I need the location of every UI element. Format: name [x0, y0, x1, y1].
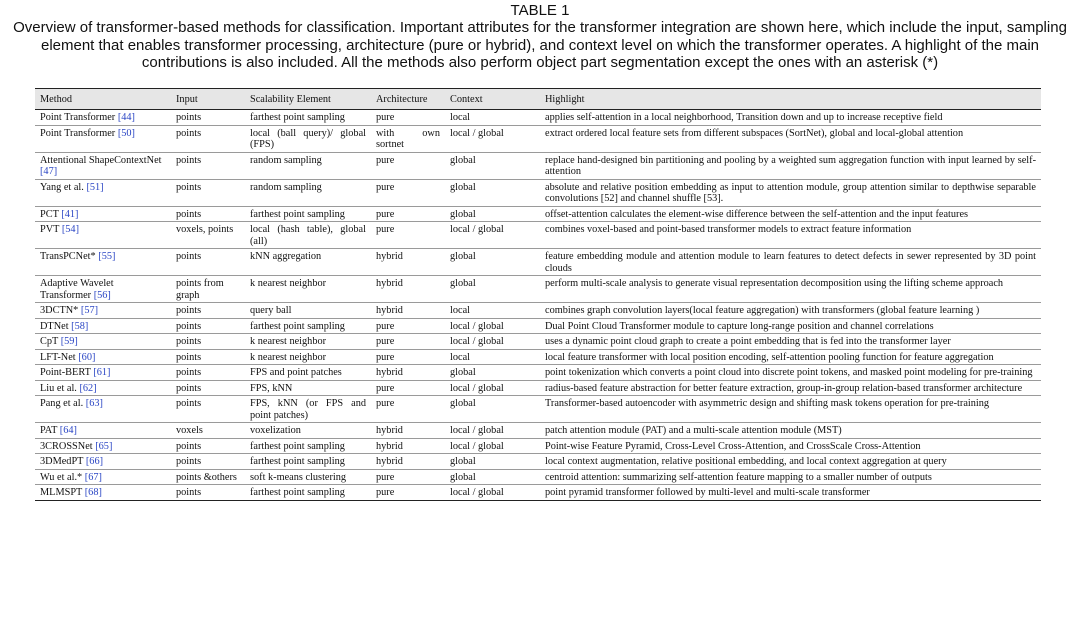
method-name: Liu et al.: [40, 382, 77, 394]
cell-method: [35, 222, 171, 249]
cell-architecture: pure: [376, 471, 395, 483]
cell-scalability-element: query ball: [250, 305, 292, 316]
method-name: 3CROSSNet: [40, 440, 93, 452]
methods-table: [35, 88, 1041, 501]
cell-input: points: [176, 351, 202, 363]
cell-input: points: [176, 154, 202, 166]
cell-highlight: feature embedding module and attention module to learn features to detect defects in sewer represented by 3D point clouds: [545, 251, 1036, 274]
method-citation-link[interactable]: [59]: [60, 336, 78, 347]
cell-highlight: point tokenization which converts a point cloud into discrete point tokens, and masked point modeling for pre-training: [545, 367, 1033, 378]
cell-method: [35, 125, 171, 152]
method-name: LFT-Net: [40, 351, 76, 363]
cell-input: points: [176, 127, 202, 139]
cell-architecture: pure: [376, 224, 395, 235]
cell-method: [35, 334, 171, 350]
method-citation-link[interactable]: [58]: [71, 320, 89, 332]
table-row: [35, 380, 1041, 396]
table-row: [35, 206, 1041, 222]
cell-scalability-element: FPS and point patches: [250, 367, 342, 378]
cell-context: local / global: [450, 425, 504, 436]
cell-architecture: hybrid: [376, 425, 403, 436]
method-citation-link[interactable]: [51]: [86, 181, 104, 193]
table-row: [35, 152, 1041, 179]
table-row: [35, 303, 1041, 319]
cell-method: [35, 349, 171, 365]
cell-method: [35, 249, 171, 276]
cell-input: points: [176, 251, 202, 262]
table-row: [35, 454, 1041, 470]
cell-architecture: pure: [376, 382, 395, 394]
method-name: PCT: [40, 208, 59, 220]
method-citation-link[interactable]: [57]: [80, 305, 99, 316]
cell-context: global: [450, 471, 476, 483]
method-citation-link[interactable]: [61]: [93, 367, 111, 378]
cell-method: [35, 206, 171, 222]
cell-scalability-element: farthest point sampling: [250, 112, 345, 123]
cell-highlight: combines voxel-based and point-based transformer models to extract feature information: [545, 224, 912, 235]
cell-highlight: centroid attention: summarizing self-attention feature mapping to a smaller number of outputs: [545, 471, 932, 483]
cell-context: global: [450, 367, 476, 378]
method-citation-link[interactable]: [56]: [93, 289, 111, 301]
table-row: [35, 179, 1041, 206]
cell-architecture: hybrid: [376, 440, 403, 452]
cell-context: local / global: [450, 224, 504, 235]
header-scalability-element: Scalability Element: [250, 93, 331, 105]
cell-context: local / global: [450, 487, 504, 498]
cell-method: [35, 365, 171, 381]
cell-scalability-element: random sampling: [250, 154, 322, 166]
cell-input: points: [176, 456, 202, 467]
cell-scalability-element: voxelization: [250, 425, 301, 436]
table-row: [35, 365, 1041, 381]
table-row: [35, 222, 1041, 249]
method-name: CpT: [40, 336, 59, 347]
cell-context: global: [450, 154, 476, 166]
cell-context: local / global: [450, 320, 504, 332]
cell-highlight: extract ordered local feature sets from different subspaces (SortNet), global and local-global attention: [545, 127, 964, 139]
cell-scalability-element: farthest point sampling: [250, 208, 345, 220]
method-citation-link[interactable]: [41]: [61, 208, 79, 220]
cell-architecture: pure: [376, 320, 395, 332]
cell-input: voxels, points: [176, 224, 234, 235]
cell-scalability-element: random sampling: [250, 181, 322, 193]
cell-architecture: hybrid: [376, 278, 403, 289]
method-name: Pang et al.: [40, 398, 84, 409]
cell-highlight: local feature transformer with local position encoding, self-attention pooling function for feature aggregation: [545, 351, 994, 363]
method-citation-link[interactable]: [50]: [117, 127, 135, 139]
cell-input: points: [176, 367, 202, 378]
cell-architecture: with own sortnet: [376, 127, 440, 150]
cell-input: points: [176, 305, 202, 316]
cell-method: [35, 179, 171, 206]
header-input: Input: [176, 93, 198, 105]
cell-highlight: offset-attention calculates the element-wise difference between the self-attention and the input features: [545, 208, 969, 220]
cell-highlight: radius-based feature abstraction for better feature extraction, group-in-group relation-based transformer architecture: [545, 382, 1023, 394]
cell-context: global: [450, 456, 476, 467]
method-name: Point Transformer: [40, 127, 116, 139]
cell-method: [35, 454, 171, 470]
cell-context: global: [450, 278, 476, 289]
cell-highlight: Point-wise Feature Pyramid, Cross-Level Cross-Attention, and CrossScale Cross-Attention: [545, 440, 921, 452]
cell-input: points: [176, 208, 202, 220]
cell-scalability-element: FPS, kNN (or FPS and point patches): [250, 398, 366, 421]
cell-architecture: hybrid: [376, 367, 403, 378]
cell-architecture: pure: [376, 154, 395, 166]
header-highlight: Highlight: [545, 93, 585, 105]
cell-scalability-element: farthest point sampling: [250, 320, 345, 332]
method-name: Attentional ShapeContextNet: [40, 154, 162, 166]
cell-scalability-element: k nearest neighbor: [250, 351, 327, 363]
cell-context: local / global: [450, 127, 504, 139]
cell-method: [35, 380, 171, 396]
cell-context: global: [450, 251, 476, 262]
cell-architecture: pure: [376, 351, 395, 363]
table-row: [35, 469, 1041, 485]
table-row: [35, 249, 1041, 276]
cell-input: points: [176, 487, 202, 498]
cell-highlight: local context augmentation, relative positional embedding, and local context aggregation at query: [545, 456, 947, 467]
table-row: [35, 423, 1041, 439]
cell-input: voxels: [176, 425, 203, 436]
cell-scalability-element: local (ball query)/ global (FPS): [250, 127, 366, 150]
method-name: Yang et al.: [40, 181, 84, 193]
table-row: [35, 485, 1041, 501]
cell-scalability-element: kNN aggregation: [250, 251, 322, 262]
cell-highlight: Transformer-based autoencoder with asymmetric design and shifting mask tokens operation for pre-training: [545, 398, 990, 409]
cell-scalability-element: soft k-means clustering: [250, 471, 347, 483]
table-row: [35, 334, 1041, 350]
cell-method: [35, 303, 171, 319]
method-name: DTNet: [40, 320, 69, 332]
cell-context: global: [450, 398, 476, 409]
cell-context: global: [450, 181, 476, 193]
table-row: [35, 438, 1041, 454]
cell-input: points from graph: [176, 278, 224, 301]
method-citation-link[interactable]: [68]: [84, 487, 102, 498]
method-name: MLMSPT: [40, 487, 83, 498]
cell-scalability-element: local (hash table), global (all): [250, 224, 366, 247]
method-citation-link[interactable]: [63]: [85, 398, 103, 409]
table-row: [35, 125, 1041, 152]
cell-scalability-element: k nearest neighbor: [250, 336, 327, 347]
table-body: [35, 110, 1041, 501]
cell-method: [35, 318, 171, 334]
method-citation-link[interactable]: [54]: [61, 224, 80, 235]
cell-architecture: pure: [376, 112, 395, 123]
method-citation-link[interactable]: [67]: [84, 471, 102, 483]
method-citation-link[interactable]: [62]: [79, 382, 97, 394]
cell-highlight: uses a dynamic point cloud graph to create a point embedding that is fed into the transformer layer: [545, 336, 951, 347]
cell-input: points: [176, 440, 202, 452]
method-name: Point Transformer: [40, 112, 116, 123]
method-citation-link[interactable]: [66]: [85, 456, 104, 467]
cell-architecture: pure: [376, 208, 395, 220]
table-row: [35, 396, 1041, 423]
cell-highlight: point pyramid transformer followed by multi-level and multi-scale transformer: [545, 487, 870, 498]
cell-input: points: [176, 336, 202, 347]
header-architecture: Architecture: [376, 93, 428, 105]
method-name: Wu et al.*: [40, 471, 83, 483]
cell-highlight: applies self-attention in a local neighborhood, Transition down and up to increase receptive field: [545, 112, 943, 123]
cell-context: local / global: [450, 440, 504, 452]
cell-scalability-element: k nearest neighbor: [250, 278, 327, 289]
table-title: TABLE 1: [510, 2, 570, 19]
cell-method: [35, 396, 171, 423]
cell-highlight: patch attention module (PAT) and a multi-scale attention module (MST): [545, 425, 842, 436]
cell-architecture: hybrid: [376, 305, 403, 316]
table-header-row: [35, 89, 1041, 110]
cell-architecture: pure: [376, 487, 395, 498]
method-name: PVT: [40, 224, 60, 235]
cell-method: [35, 110, 171, 126]
method-name: Adaptive Wavelet Transformer: [40, 278, 114, 301]
cell-architecture: pure: [376, 181, 395, 193]
cell-highlight: perform multi-scale analysis to generate visual representation decomposition using the lifting scheme approach: [545, 278, 1004, 289]
cell-highlight: absolute and relative position embedding as input to attention module, group attention similar to depthwise separable convolutions [52] and channel shuffle [53].: [545, 181, 1036, 204]
cell-architecture: pure: [376, 336, 395, 347]
method-citation-link[interactable]: [44]: [117, 112, 135, 123]
method-name: TransPCNet*: [40, 251, 96, 262]
cell-method: [35, 152, 171, 179]
cell-scalability-element: farthest point sampling: [250, 440, 345, 452]
cell-scalability-element: FPS, kNN: [250, 382, 293, 394]
cell-highlight: replace hand-designed bin partitioning and pooling by a weighted sum aggregation function with input learned by self-attention: [545, 154, 1036, 177]
cell-input: points: [176, 382, 202, 394]
table-caption: [0, 0, 1080, 78]
cell-architecture: pure: [376, 398, 395, 409]
cell-context: local / global: [450, 336, 504, 347]
cell-architecture: hybrid: [376, 456, 403, 467]
table-row: [35, 110, 1041, 126]
cell-input: points: [176, 112, 202, 123]
table-row: [35, 276, 1041, 303]
cell-scalability-element: farthest point sampling: [250, 487, 345, 498]
header-context: Context: [450, 93, 483, 105]
method-citation-link[interactable]: [64]: [59, 425, 77, 436]
cell-input: points: [176, 320, 202, 332]
table-row: [35, 349, 1041, 365]
method-citation-link[interactable]: [60]: [78, 351, 96, 363]
cell-highlight: Dual Point Cloud Transformer module to capture long-range position and channel correlations: [545, 320, 934, 332]
cell-context: local: [450, 351, 471, 363]
cell-context: local: [450, 305, 471, 316]
cell-method: [35, 485, 171, 501]
cell-method: [35, 469, 171, 485]
table-row: [35, 318, 1041, 334]
cell-context: local: [450, 112, 471, 123]
method-name: Point-BERT: [40, 367, 91, 378]
method-name: 3DMedPT: [40, 456, 84, 467]
cell-input: points &others: [176, 471, 237, 483]
cell-input: points: [176, 181, 202, 193]
header-method: Method: [40, 93, 73, 105]
cell-method: [35, 438, 171, 454]
method-name: 3DCTN*: [40, 305, 79, 316]
method-citation-link[interactable]: [55]: [98, 251, 116, 262]
cell-method: [35, 276, 171, 303]
cell-context: local / global: [450, 382, 504, 394]
method-citation-link[interactable]: [65]: [95, 440, 113, 452]
cell-context: global: [450, 208, 476, 220]
cell-scalability-element: farthest point sampling: [250, 456, 345, 467]
cell-method: [35, 423, 171, 439]
cell-input: points: [176, 398, 202, 409]
method-name: PAT: [40, 425, 58, 436]
method-citation-link[interactable]: [47]: [40, 166, 58, 177]
table-description: Overview of transformer-based methods for classification. Important attributes for the transformer integration are shown here, which include the input, sampling element that enables transformer processing, architecture (pure or hybrid), and context level on which the transformer operates. A highlight of the main contributions is also included. All the methods also perform object part segmentation except the ones with an asterisk (*): [13, 19, 1067, 71]
cell-highlight: combines graph convolution layers(local feature aggregation) with transformers (global feature learning ): [545, 305, 980, 316]
cell-architecture: hybrid: [376, 251, 403, 262]
